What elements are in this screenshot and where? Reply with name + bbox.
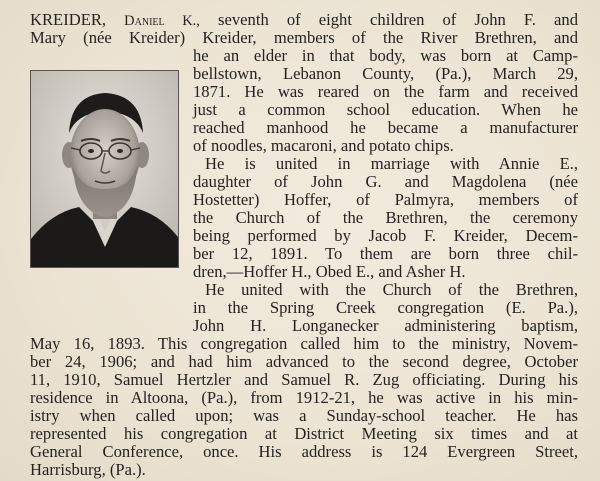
entry-text-line: John H. Longanecker administering baptism, bbox=[193, 316, 578, 335]
entry-text-line: ber 12, 1891. To them are born three chil- bbox=[193, 244, 578, 263]
entry-text-line: istry when called upon; was a Sunday-school teacher. He has bbox=[30, 406, 578, 425]
entry-text-line: Mary (née Kreider) Kreider, members of the River Brethren, and bbox=[30, 28, 578, 47]
entry-text-line: reached manhood he became a manufacturer bbox=[193, 118, 578, 137]
entry-text-line: the Church of the Brethren, the ceremony bbox=[193, 208, 578, 227]
portrait-icon bbox=[31, 71, 178, 267]
entry-text-line: daughter of John G. and Magdolena (née bbox=[193, 172, 578, 191]
entry-text-line: He is united in marriage with Annie E., bbox=[205, 154, 578, 173]
entry-text-line: of noodles, macaroni, and potato chips. bbox=[193, 136, 454, 155]
entry-text-line: 1871. He was reared on the farm and received bbox=[193, 82, 578, 101]
entry-text-line: ber 24, 1906; and had him advanced to the second degree, October bbox=[30, 352, 578, 371]
entry-text-line: He united with the Church of the Brethren, bbox=[205, 280, 578, 299]
portrait-photo bbox=[30, 70, 179, 268]
entry-text-line: he an elder in that body, was born at Camp- bbox=[193, 46, 578, 65]
entry-text-line: residence in Altoona, (Pa.), from 1912-21, he was active in his min- bbox=[30, 388, 578, 407]
entry-text-line: Hostetter) Hoffer, of Palmyra, members of bbox=[193, 190, 578, 209]
entry-text-line: General Conference, once. His address is 124 Evergreen Street, bbox=[30, 442, 578, 461]
entry-text-line: May 16, 1893. This congregation called him to the ministry, Novem- bbox=[30, 334, 578, 353]
entry-text-line: being performed by Jacob F. Kreider, Decem- bbox=[193, 226, 578, 245]
entry-text-line: seventh of eight children of John F. and bbox=[218, 10, 578, 29]
entry-text-line: in the Spring Creek congregation (E. Pa.), bbox=[193, 298, 578, 317]
entry-text-line: represented his congregation at District Meeting six times and at bbox=[30, 424, 578, 443]
entry-given-name: Daniel K., bbox=[124, 13, 200, 29]
entry-text-line: 11, 1910, Samuel Hertzler and Samuel R. Zug officiating. During his bbox=[30, 370, 578, 389]
entry-text-line: just a common school education. When he bbox=[193, 100, 578, 119]
entry-text-line: dren,—Hoffer H., Obed E., and Asher H. bbox=[193, 262, 466, 281]
entry-text-line: Harrisburg, (Pa.). bbox=[30, 460, 146, 479]
entry-surname: KREIDER, bbox=[30, 10, 107, 29]
entry-text-line: bellstown, Lebanon County, (Pa.), March 29, bbox=[193, 64, 578, 83]
